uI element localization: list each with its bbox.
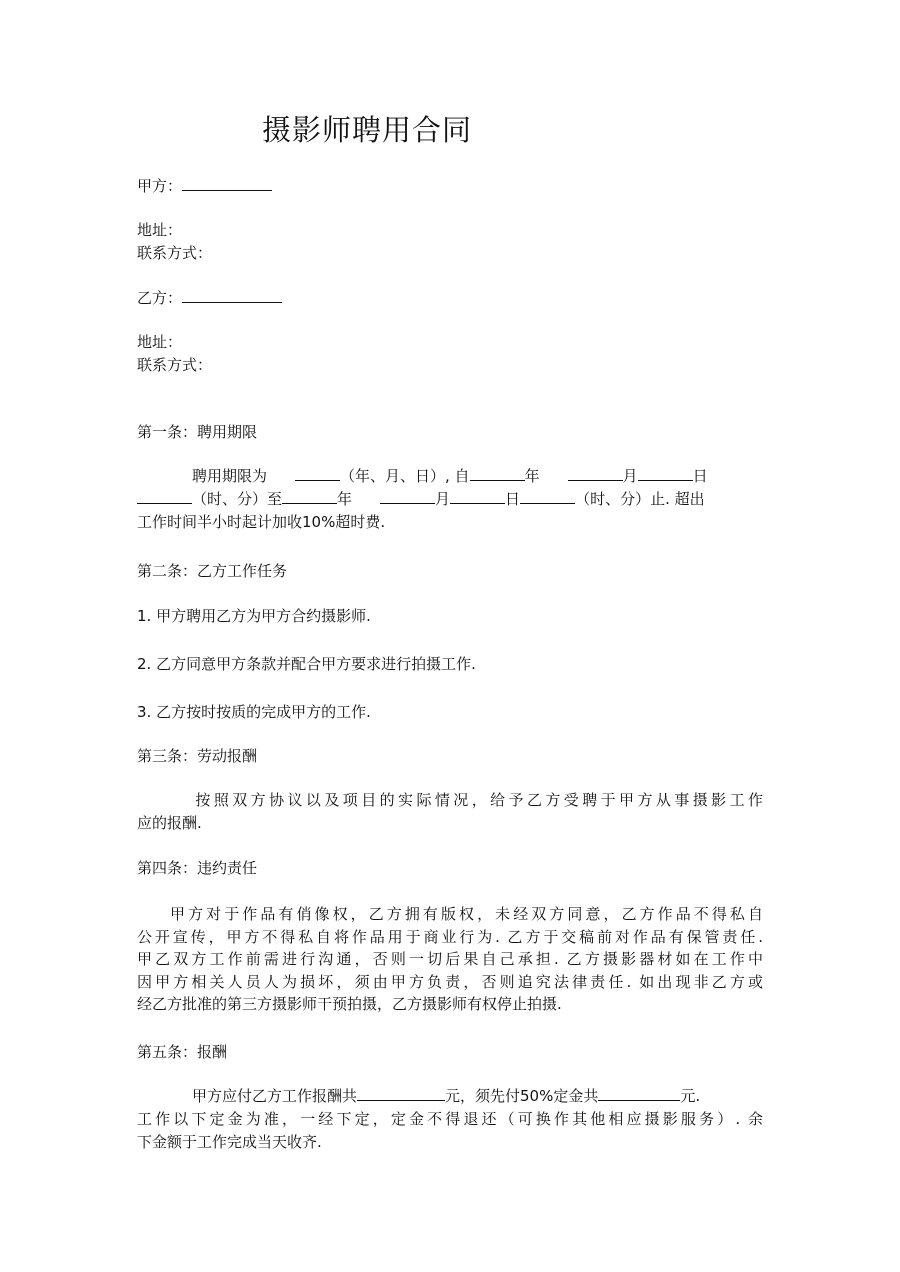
party-b-address: 地址： [137,333,183,351]
article5-line: 工作以下定金为准，一经下定，定金不得退还（可换作其他相应摄影服务）. 余 [137,1110,763,1128]
party-a-label: 甲方： [137,177,183,195]
end-month-label: 月 [435,490,451,508]
start-day-label: 日 [692,467,708,485]
article4-paragraph [137,903,763,1016]
end-year-blank [282,489,337,504]
article5-heading: 第五条：报酬 [137,1043,228,1061]
party-a-contact: 联系方式： [137,244,213,262]
party-a-line [137,175,272,197]
article4-line: 公开宣传，甲方不得私自将作品用于商业行为. 乙方于交稿前对作品有保管责任. [137,927,763,946]
term-blank [295,466,340,481]
start-year-label: 年 [524,467,540,485]
start-month-label: 月 [622,467,638,485]
start-day-blank [638,466,693,481]
party-b-label: 乙方： [137,289,183,307]
party-b-contact: 联系方式： [137,356,213,374]
party-a-address: 地址： [137,221,183,239]
article1-line1 [137,465,708,487]
end-year-label: 年 [337,490,353,508]
term-label: 聘用期限为 [192,467,268,485]
article5-line1 [137,1085,700,1107]
article3-paragraph [137,789,763,834]
page-title: 摄影师聘用合同 [262,113,473,147]
article2-item-3: 3. 乙方按时按质的完成甲方的工作. [137,703,371,721]
article2-item-2: 2. 乙方同意甲方条款并配合甲方要求进行拍摄工作. [137,655,476,673]
deposit-blank [598,1086,680,1101]
start-time-unit: （时、分）至 [192,490,283,508]
end-time-unit: （时、分）止. 超出 [575,490,705,508]
article5-line: 下金额于工作完成当天收齐. [137,1132,322,1151]
end-day-blank [450,489,505,504]
deposit-unit: 元. [680,1087,701,1105]
deposit-label: 元，须先付50%定金共 [445,1087,599,1105]
party-a-blank [182,176,272,191]
pay-total-blank [357,1086,445,1101]
article4-line: 甲乙双方工作前需进行沟通，否则一切后果自己承担. 乙方摄影器材如在工作中 [137,950,763,969]
article4-line: 因甲方相关人员人为损坏，须由甲方负责，否则追究法律责任. 如出现非乙方或 [137,972,763,991]
end-time-blank [520,489,575,504]
party-b-line [137,287,282,309]
start-time-blank [137,489,192,504]
article3-line: 应的报酬. [137,813,202,832]
party-b-blank [182,288,282,303]
article5-paragraph [137,1108,763,1153]
article1-heading: 第一条：聘用期限 [137,423,258,441]
article1-line3: 工作时间半小时起计加收10%超时费. [137,513,386,531]
article3-line: 按照双方协议以及项目的实际情况，给予乙方受聘于甲方从事摄影工作 [192,791,763,809]
term-unit-from: （年、月、日）, 自 [340,467,470,485]
pay-total-label: 甲方应付乙方工作报酬共 [192,1087,358,1105]
end-month-blank [380,489,435,504]
end-day-label: 日 [505,490,521,508]
article2-item-1: 1. 甲方聘用乙方为甲方合约摄影师. [137,607,371,625]
article4-heading: 第四条：违约责任 [137,859,258,877]
article4-line: 甲方对于作品有俏像权，乙方拥有版权，未经双方同意，乙方作品不得私自 [167,905,763,923]
article3-heading: 第三条：劳动报酬 [137,747,258,765]
article2-heading: 第二条：乙方工作任务 [137,562,288,580]
start-month-blank [568,466,623,481]
start-year-blank [470,466,525,481]
article1-line2 [137,488,705,510]
article4-line: 经乙方批准的第三方摄影师干预拍摄，乙方摄影师有权停止拍摄. [137,995,562,1014]
